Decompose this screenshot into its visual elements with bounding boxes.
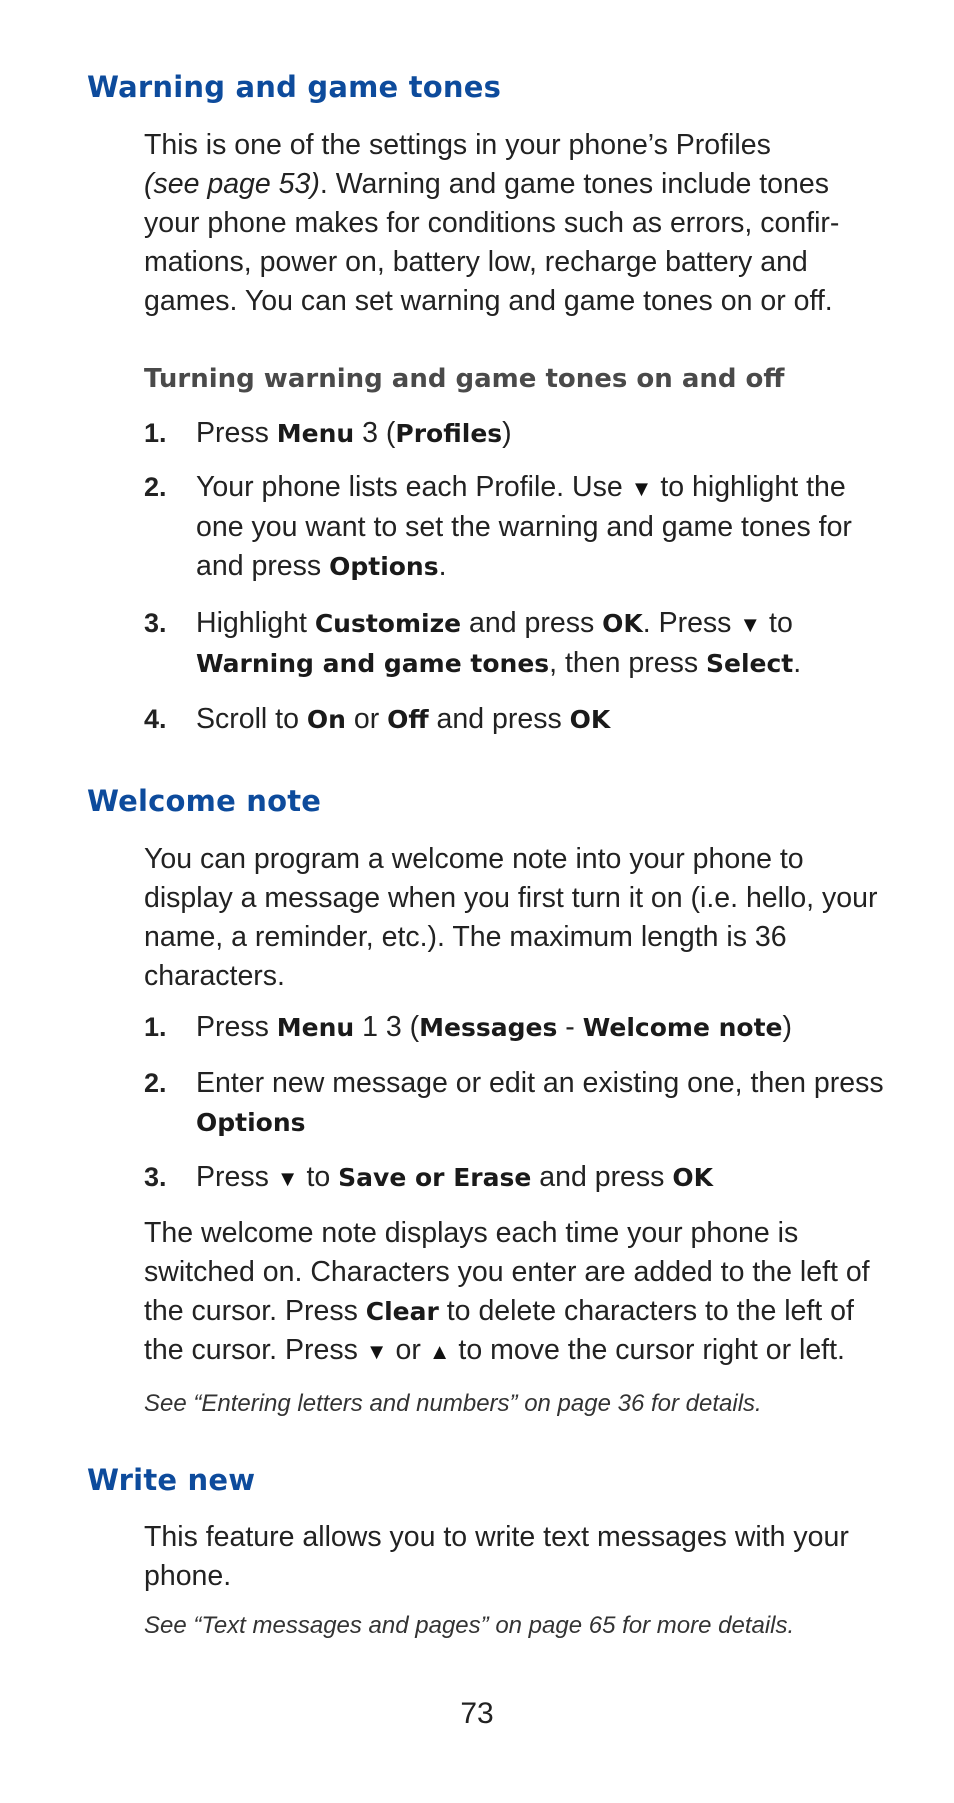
key-label-options: Options — [329, 552, 439, 581]
key-label-profiles: Profiles — [395, 419, 503, 448]
key-label-customize: Customize — [314, 609, 462, 638]
page-number: 73 — [460, 1697, 494, 1730]
section-heading-write-new: Write new — [87, 1463, 256, 1497]
step-number: 1. — [144, 1012, 167, 1042]
step-number: 2. — [144, 472, 167, 502]
key-label-off: Off — [387, 705, 429, 734]
warning-step-1 — [144, 414, 894, 453]
step-number: 2. — [144, 1068, 167, 1098]
step-text: Press ▼ to Save or Erase and press OK — [196, 1161, 713, 1193]
welcome-see-also-note: See “Entering letters and numbers” on page 36 for details. — [144, 1390, 762, 1417]
key-label-menu: Menu — [276, 419, 355, 448]
section-heading-welcome-note: Welcome note — [87, 784, 322, 818]
down-arrow-icon: ▼ — [739, 612, 762, 637]
subheading-turning-tones: Turning warning and game tones on and off — [144, 364, 785, 394]
step-text: Your phone lists each Profile. Use ▼ to highlight the one you want to set the warning and game tones for and press Options. — [196, 471, 852, 582]
key-label-options: Options — [196, 1108, 306, 1137]
step-number: 3. — [144, 608, 167, 638]
warning-step-3 — [144, 604, 894, 683]
step-text: Press Menu 1 3 (Messages - Welcome note) — [196, 1011, 792, 1043]
step-text: Scroll to On or Off and press OK — [196, 703, 611, 735]
warning-step-2 — [144, 468, 894, 586]
step-text: Enter new message or edit an existing one, then press Options — [196, 1067, 884, 1137]
down-arrow-icon: ▼ — [630, 476, 653, 501]
key-label-welcome-note: Welcome note — [582, 1013, 783, 1042]
welcome-step-2 — [144, 1064, 894, 1142]
key-label-ok: OK — [569, 705, 611, 734]
welcome-cursor-paragraph: The welcome note displays each time your phone is switched on. Characters you enter are added to the left of the cursor. Press Clear to delete characters to the left of the cursor. Press ▼ or ▲ to move the cursor right or left. — [144, 1217, 870, 1366]
key-label-messages: Messages — [419, 1013, 558, 1042]
welcome-step-3 — [144, 1158, 894, 1198]
section-heading-warning-tones: Warning and game tones — [87, 70, 502, 104]
write-see-also-note: See “Text messages and pages” on page 65 for more details. — [144, 1612, 795, 1639]
step-number: 1. — [144, 418, 167, 448]
welcome-step-1 — [144, 1008, 894, 1047]
page-reference: (see page 53) — [144, 168, 320, 200]
key-label-save-or-erase: Save or Erase — [338, 1163, 532, 1192]
down-arrow-icon: ▼ — [276, 1166, 299, 1191]
key-label-ok: OK — [602, 609, 643, 638]
key-label-ok: OK — [672, 1163, 713, 1192]
warning-intro-paragraph: This is one of the settings in your phone’s Profiles (see page 53). Warning and game tones include tones your phone makes for conditions such as errors, confir-mations, power on, battery low, recharge battery and games. You can set warning and game tones on or off. — [144, 129, 840, 317]
up-arrow-icon: ▲ — [428, 1339, 451, 1364]
warning-step-4 — [144, 700, 894, 739]
key-label-on: On — [306, 705, 346, 734]
key-label-select: Select — [706, 649, 794, 678]
key-label-clear: Clear — [365, 1297, 439, 1326]
step-text: Press Menu 3 (Profiles) — [196, 417, 512, 449]
down-arrow-icon: ▼ — [365, 1339, 388, 1364]
key-label-menu: Menu — [276, 1013, 355, 1042]
key-label-warning-tones: Warning and game tones — [196, 649, 550, 678]
welcome-intro-paragraph: You can program a welcome note into your phone to display a message when you first turn it on (i.e. hello, your name, a reminder, etc.). The maximum length is 36 characters. — [144, 843, 878, 992]
step-number: 3. — [144, 1162, 167, 1192]
step-text: Highlight Customize and press OK. Press ▼ to Warning and game tones, then press Select. — [196, 607, 802, 679]
write-intro-paragraph: This feature allows you to write text messages with your phone. — [144, 1521, 849, 1592]
step-number: 4. — [144, 704, 167, 734]
